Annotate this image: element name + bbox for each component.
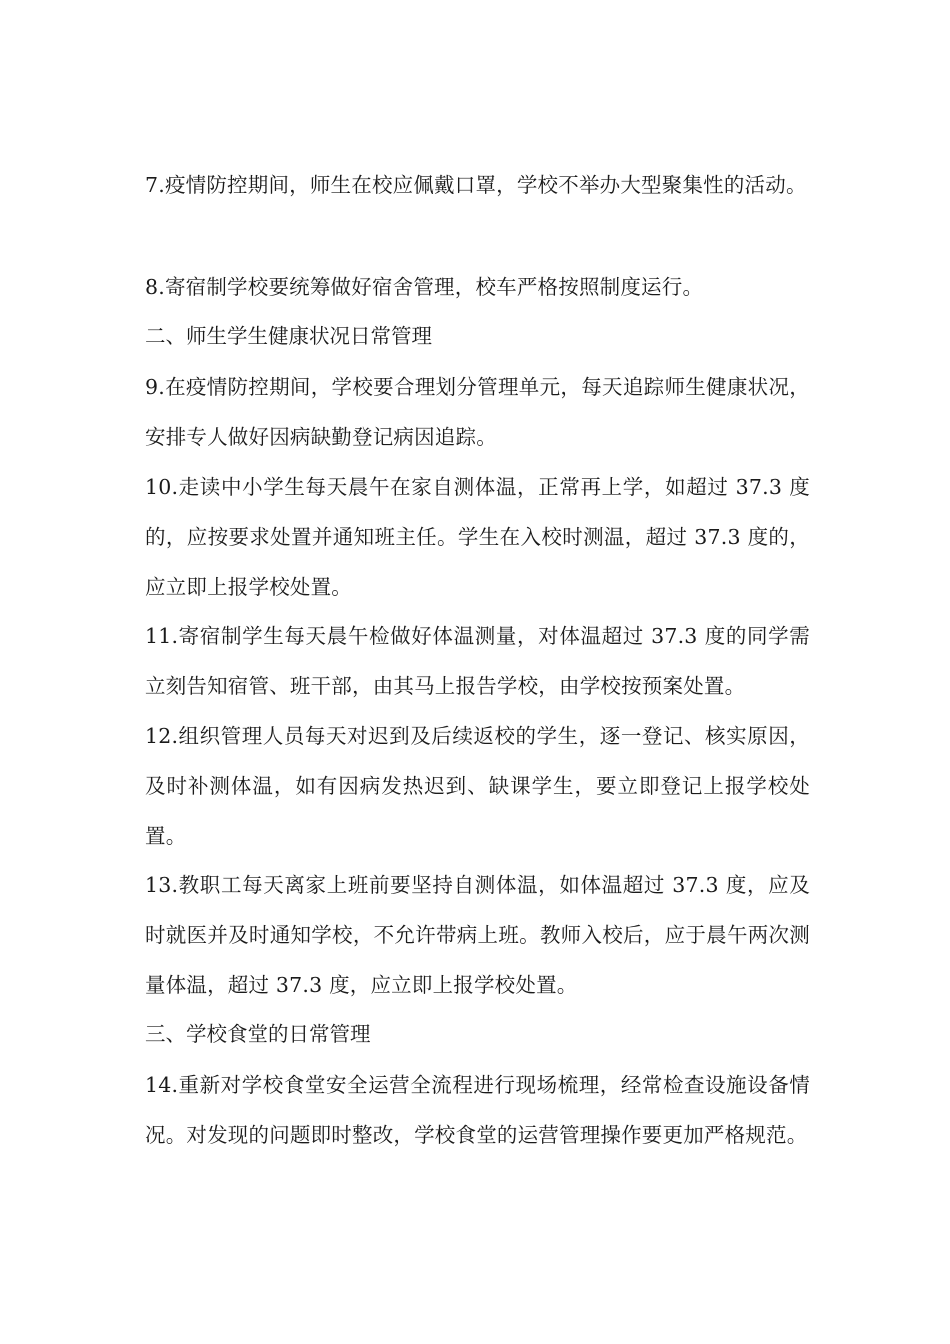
section-heading-3: 三、学校食堂的日常管理 — [145, 1022, 371, 1046]
paragraph-item-7: 7.疫情防控期间，师生在校应佩戴口罩，学校不举办大型聚集性的活动。 — [145, 173, 807, 197]
paragraph-item-12: 12.组织管理人员每天对迟到及后续返校的学生，逐一登记、核实原因，及时补测体温，如有因病发热迟到、缺课学生，要立即登记上报学校处置。 — [145, 724, 810, 848]
paragraph-item-13: 13.教职工每天离家上班前要坚持自测体温，如体温超过 37.3 度，应及时就医并及时通知学校，不允许带病上班。教师入校后，应于晨午两次测量体温，超过 37.3 度，应立即上报学校处置。 — [145, 873, 810, 997]
paragraph-item-10: 10.走读中小学生每天晨午在家自测体温，正常再上学，如超过 37.3 度的，应按要求处置并通知班主任。学生在入校时测温，超过 37.3 度的，应立即上报学校处置。 — [145, 475, 810, 599]
paragraph-item-14: 14.重新对学校食堂安全运营全流程进行现场梳理，经常检查设施设备情况。对发现的问题即时整改，学校食堂的运营管理操作要更加严格规范。 — [145, 1073, 810, 1147]
paragraph-item-9: 9.在疫情防控期间，学校要合理划分管理单元，每天追踪师生健康状况，安排专人做好因病缺勤登记病因追踪。 — [145, 375, 810, 449]
paragraph-item-8: 8.寄宿制学校要统筹做好宿舍管理，校车严格按照制度运行。 — [145, 275, 704, 299]
section-heading-2: 二、师生学生健康状况日常管理 — [145, 324, 432, 348]
paragraph-item-11: 11.寄宿制学生每天晨午检做好体温测量，对体温超过 37.3 度的同学需立刻告知宿管、班干部，由其马上报告学校，由学校按预案处置。 — [145, 624, 810, 698]
